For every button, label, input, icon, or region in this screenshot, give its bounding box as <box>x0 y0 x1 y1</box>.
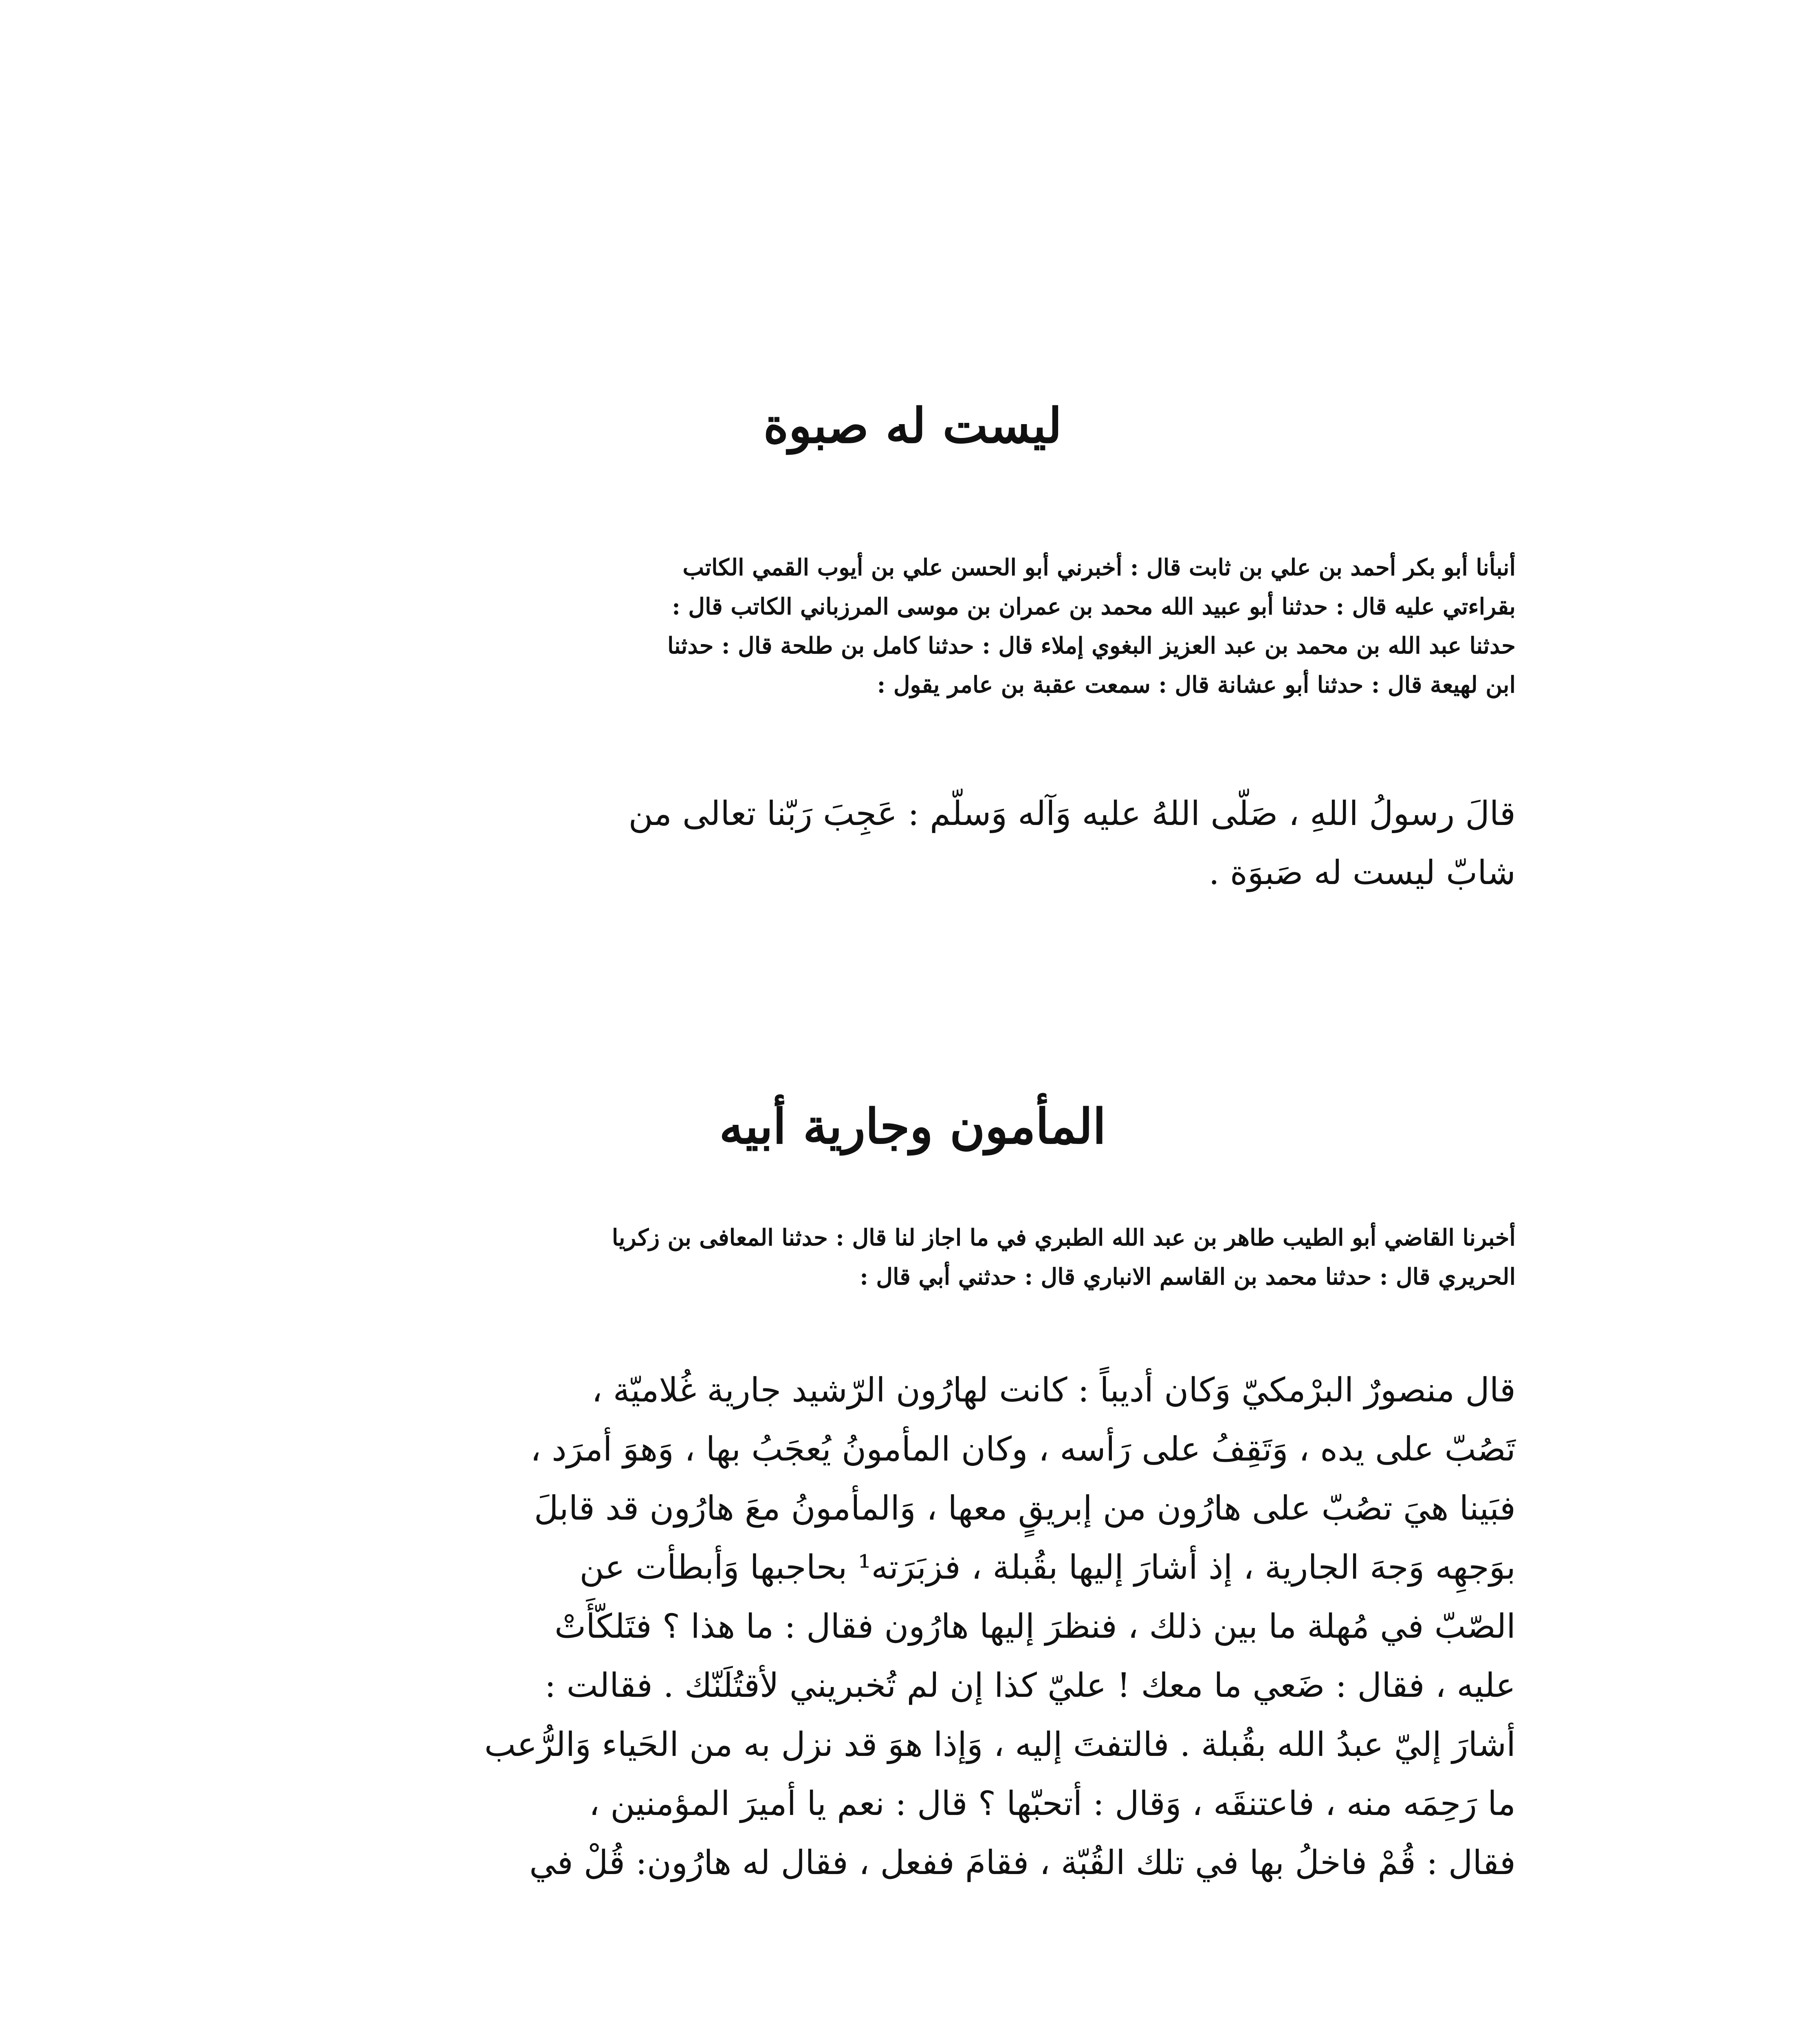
body-line: الصّبّ في مُهلة ما بين ذلك ، فنظرَ إليها هارُون فقال : ما هذا ؟ فتَلكّأَتْ <box>554 1607 1516 1646</box>
isnad-line: الحريري قال : حدثنا محمد بن القاسم الانباري قال : حدثني أبي قال : <box>860 1263 1516 1290</box>
body-line: فقال : قُمْ فاخلُ بها في تلك القُبّة ، فقامَ ففعل ، فقال له هارُون: قُلْ في <box>529 1843 1516 1882</box>
body-line: قال منصورٌ البرْمكيّ وَكان أديباً : كانت لهارُون الرّشيد جارية غُلاميّة ، <box>592 1371 1516 1410</box>
body-line: بوَجهِه وَجهَ الجارية ، إذ أشارَ إليها بقُبلة ، فزبَرَته¹ بحاجبها وَأبطأت عن <box>579 1548 1516 1587</box>
body-line: أشارَ إليّ عبدُ الله بقُبلة . فالتفتَ إليه ، وَإذا هوَ قد نزل به من الحَياء وَالرُّعب <box>484 1725 1516 1764</box>
isnad-block-2 <box>310 1218 1516 1296</box>
isnad-line: أخبرنا القاضي أبو الطيب طاهر بن عبد الله الطبري في ما اجاز لنا قال : حدثنا المعافى بن زكريا <box>612 1224 1516 1251</box>
body-text-2 <box>310 1361 1516 1892</box>
section-title-1: ليست له صبوة <box>763 397 1062 454</box>
body-line: فبَينا هيَ تصُبّ على هارُون من إبريقٍ معها ، وَالمأمونُ معَ هارُون قد قابلَ <box>534 1489 1516 1528</box>
isnad-line: بقراءتي عليه قال : حدثنا أبو عبيد الله محمد بن عمران بن موسى المرزباني الكاتب قال : <box>672 593 1516 620</box>
isnad-block-1 <box>310 548 1516 704</box>
isnad-line: ابن لهيعة قال : حدثنا أبو عشانة قال : سمعت عقبة بن عامر يقول : <box>877 671 1516 698</box>
body-line: قالَ رسولُ اللهِ ، صَلّى اللهُ عليه وَآله وَسلّم : عَجِبَ رَبّنا تعالى من <box>628 794 1516 833</box>
body-text-1 <box>310 784 1516 902</box>
body-line: عليه ، فقال : ضَعي ما معك ! عليّ كذا إن لم تُخبريني لأقتُلَنّك . فقالت : <box>544 1666 1516 1705</box>
body-line: ما رَحِمَه منه ، فاعتنقَه ، وَقال : أتحبّها ؟ قال : نعم يا أميرَ المؤمنين ، <box>589 1784 1516 1823</box>
section-title-2: المأمون وجارية أبيه <box>719 1098 1106 1155</box>
isnad-line: حدثنا عبد الله بن محمد بن عبد العزيز البغوي إملاء قال : حدثنا كامل بن طلحة قال : حدثنا <box>667 632 1516 659</box>
body-line: تَصُبّ على يده ، وَتَقِفُ على رَأسه ، وكان المأمونُ يُعجَبُ بها ، وَهوَ أمرَد ، <box>530 1430 1516 1469</box>
isnad-line: أنبأنا أبو بكر أحمد بن علي بن ثابت قال : أخبرني أبو الحسن علي بن أيوب القمي الكاتب <box>682 554 1516 581</box>
body-line: شابّ ليست له صَبوَة . <box>1208 854 1516 892</box>
